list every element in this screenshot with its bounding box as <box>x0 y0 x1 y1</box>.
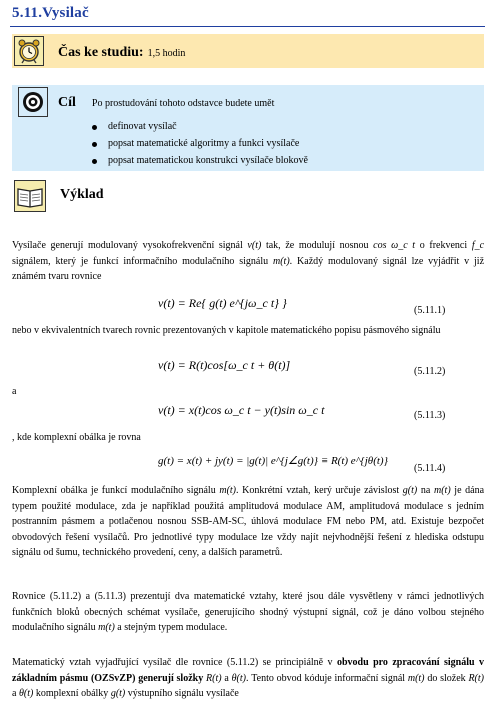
symbol-m: m(t) <box>433 485 451 496</box>
goal-intro: Po prostudování tohoto odstavce budete umět <box>91 98 275 109</box>
equation-number-3: (5.11.3) <box>414 410 446 421</box>
section-heading: 5.11.Vysilač <box>12 5 89 21</box>
symbol-carrier: cos ω_c t <box>373 240 416 251</box>
p6-text-bold: obvodu pro zpracování signálu v základním pásmu (OZSvZP) generují složky <box>12 657 485 684</box>
equation-5-11-1: v(t) = Re{ g(t) e^{jω_c t} } <box>158 296 287 310</box>
goal-box <box>12 85 484 171</box>
p4-text-b: . Konkrétní vztah, kerý určuje závislost <box>236 485 400 496</box>
symbol-fc: f_c <box>471 240 485 251</box>
goal-label: Cíl <box>58 95 76 110</box>
p4-text-d: je dána typem použité modulace, zda je například použitá amplitudová modulace AM, amplitudová modulace s jedním postranním pásmem a potlačenou nosnou SSB-AM-SC, úhlová modulace FM nebo PM, atd. Existuje bezpočet obvodových řešení vysílačů. Pro jednotlivé typy modulace lze vždy najít nejvhodnější řešení z hlediska odstupu signálu od šumu, technického provedení, ceny, a dalších parametrů. <box>12 485 485 558</box>
paragraph-3: , kde komplexní obálka je rovna <box>12 432 141 443</box>
symbol-R: R(t) <box>468 672 484 684</box>
equation-number-4: (5.11.4) <box>414 463 446 474</box>
symbol-theta: θ(t) <box>18 688 34 699</box>
connector-a: a <box>12 386 17 397</box>
p5-text-a: Rovnice (5.11.2) a (5.11.3) prezentují dva matematické vztahy, které jsou dále vysvětleny v rámci jednotlivých funkčních bloků obecných schémat vysílače, generujícího shodný výstupní signál, což je dáno volbou stejného modulačního signálu <box>12 591 484 633</box>
p6-text-d: . Tento obvod kóduje informační signál <box>245 672 406 684</box>
paragraph-5 <box>12 589 484 636</box>
target-icon <box>18 87 48 117</box>
book-icon <box>14 180 46 212</box>
p6-text-e: do složek <box>427 672 466 684</box>
study-time-label: Čas ke studiu: <box>58 45 144 60</box>
equation-5-11-2: v(t) = R(t)cos[ω_c t + θ(t)] <box>158 358 291 372</box>
list-item: definovat vysílač <box>92 121 308 138</box>
p6-text-g: komplexní obálky <box>35 688 109 699</box>
symbol-R: R(t) <box>206 672 222 684</box>
symbol-g: g(t) <box>402 485 418 496</box>
p1-text-f: . Každý modulovaný <box>289 255 379 267</box>
p4-text-c: na <box>420 485 431 496</box>
explanation-label: Výklad <box>60 187 104 202</box>
p6-text-a: Matematický vztah vyjadřující vysílač dle rovnice (5.11.2) se principiálně v <box>12 657 333 668</box>
p5-text-b: a stejným typem modulace. <box>117 622 228 633</box>
equation-number-1: (5.11.1) <box>414 305 446 316</box>
study-time-box <box>12 34 484 68</box>
p1-text-b: tak, že modulují nosnou <box>265 240 369 251</box>
goal-list <box>92 121 308 172</box>
p4-text-a: Komplexní obálka je funkcí modulačního signálu <box>12 485 216 496</box>
paragraph-1 <box>12 238 484 285</box>
p6-text-c: a <box>224 672 229 684</box>
clock-icon <box>14 36 44 66</box>
equation-5-11-3: v(t) = x(t)cos ω_c t − y(t)sin ω_c t <box>158 403 325 417</box>
symbol-m: m(t) <box>219 485 237 496</box>
symbol-m: m(t) <box>273 255 290 267</box>
heading-rule <box>10 26 485 27</box>
study-time-value: 1,5 hodin <box>147 48 186 59</box>
goal-header <box>58 93 274 111</box>
equation-number-2: (5.11.2) <box>414 366 446 377</box>
symbol-v: v(t) <box>247 240 262 251</box>
symbol-m: m(t) <box>407 672 425 684</box>
p1-text-g: signál lze vyjádřit v již známém tvaru rovnice <box>12 255 485 282</box>
p6-text-f: a <box>12 688 17 699</box>
p1-text-e: signálem, který je funkcí informačního modulačního signálu <box>12 255 269 267</box>
p1-text-a: Vysílače generují modulovaný vysokofrekvenční signál <box>12 240 243 251</box>
symbol-m: m(t) <box>98 622 115 633</box>
study-time-text <box>58 43 185 61</box>
p1-text-d: frekvenci <box>429 240 468 251</box>
p6-text-h: výstupního signálu vysílače <box>127 688 239 699</box>
paragraph-6 <box>12 655 484 702</box>
paragraph-2: nebo v ekvivalentních tvarech rovnic prezentovaných v kapitole matematického popisu pásmového signálu <box>12 325 441 336</box>
list-item: popsat matematickou konstrukci vysílače blokově <box>92 155 308 172</box>
paragraph-4 <box>12 483 484 561</box>
symbol-g: g(t) <box>110 688 126 699</box>
symbol-theta: θ(t) <box>231 672 246 684</box>
equation-5-11-4: g(t) = x(t) + jy(t) = |g(t)| e^{j∠g(t)} ≡ R(t) e^{jθ(t)} <box>158 455 388 467</box>
list-item: popsat matematické algoritmy a funkci vysílače <box>92 138 308 155</box>
p1-text-c: o <box>419 240 425 251</box>
